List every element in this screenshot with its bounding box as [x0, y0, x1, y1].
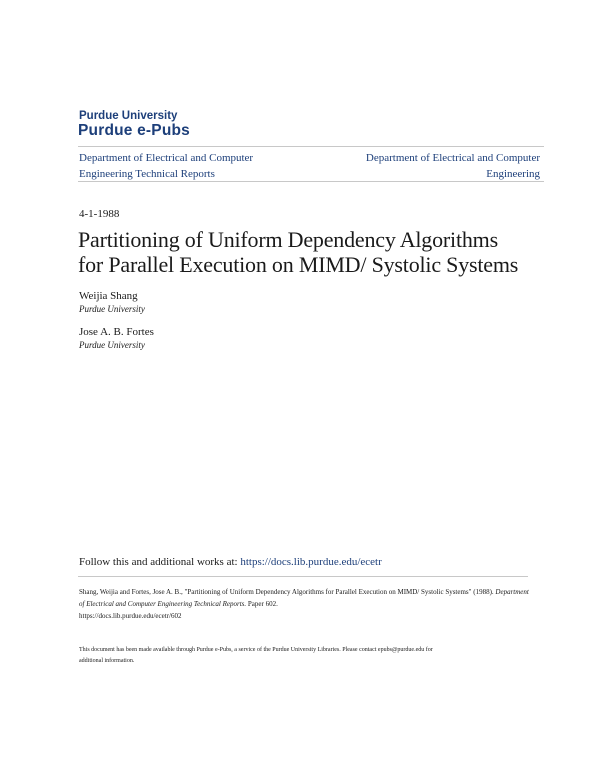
citation-series: Department of Electrical and Computer Engineering Technical Reports. [79, 588, 529, 608]
recommended-citation [79, 586, 529, 622]
collection-left-line-1[interactable]: Department of Electrical and Computer [79, 152, 254, 164]
follow-line [79, 556, 382, 568]
title-line-1: Partitioning of Uniform Dependency Algorithms [78, 227, 498, 252]
citation-paper: Paper 602. [247, 600, 278, 608]
collection-link-left[interactable] [79, 151, 319, 182]
notice-line-2: additional information. [79, 658, 135, 664]
university-name[interactable]: Purdue University [79, 110, 178, 122]
author-affiliation: Purdue University [79, 304, 145, 314]
collection-left-line-2[interactable]: Engineering Technical Reports [79, 167, 215, 180]
top-divider [78, 146, 544, 147]
title-line-2: for Parallel Execution on MIMD/ Systolic Systems [78, 252, 519, 277]
notice-line-1: This document has been made available through Purdue e-Pubs, a service of the Purdue University Libraries. Please contact epubs@purdue.edu for [79, 647, 433, 653]
citation-link[interactable]: https://docs.lib.purdue.edu/ecetr/602 [79, 612, 182, 620]
author-name: Jose A. B. Fortes [79, 326, 154, 338]
collections-divider [78, 181, 544, 182]
repository-name[interactable]: Purdue e-Pubs [78, 122, 190, 139]
follow-label: Follow this and additional works at: [79, 556, 238, 568]
collection-right-line-1[interactable]: Department of Electrical and Computer [365, 152, 540, 164]
author-name: Weijia Shang [79, 290, 138, 302]
publication-date: 4-1-1988 [79, 208, 120, 220]
follow-link[interactable]: https://docs.lib.purdue.edu/ecetr [240, 556, 382, 568]
citation-divider [78, 576, 528, 577]
availability-notice [79, 645, 519, 667]
author-affiliation: Purdue University [79, 340, 145, 350]
collection-link-right[interactable] [300, 151, 540, 182]
document-title [78, 227, 548, 277]
collection-right-line-2[interactable]: Engineering [486, 167, 540, 180]
citation-text: Shang, Weijia and Fortes, Jose A. B., "Partitioning of Uniform Dependency Algorithms for Parallel Execution on MIMD/ Systolic Systems" (1988). [79, 588, 494, 596]
